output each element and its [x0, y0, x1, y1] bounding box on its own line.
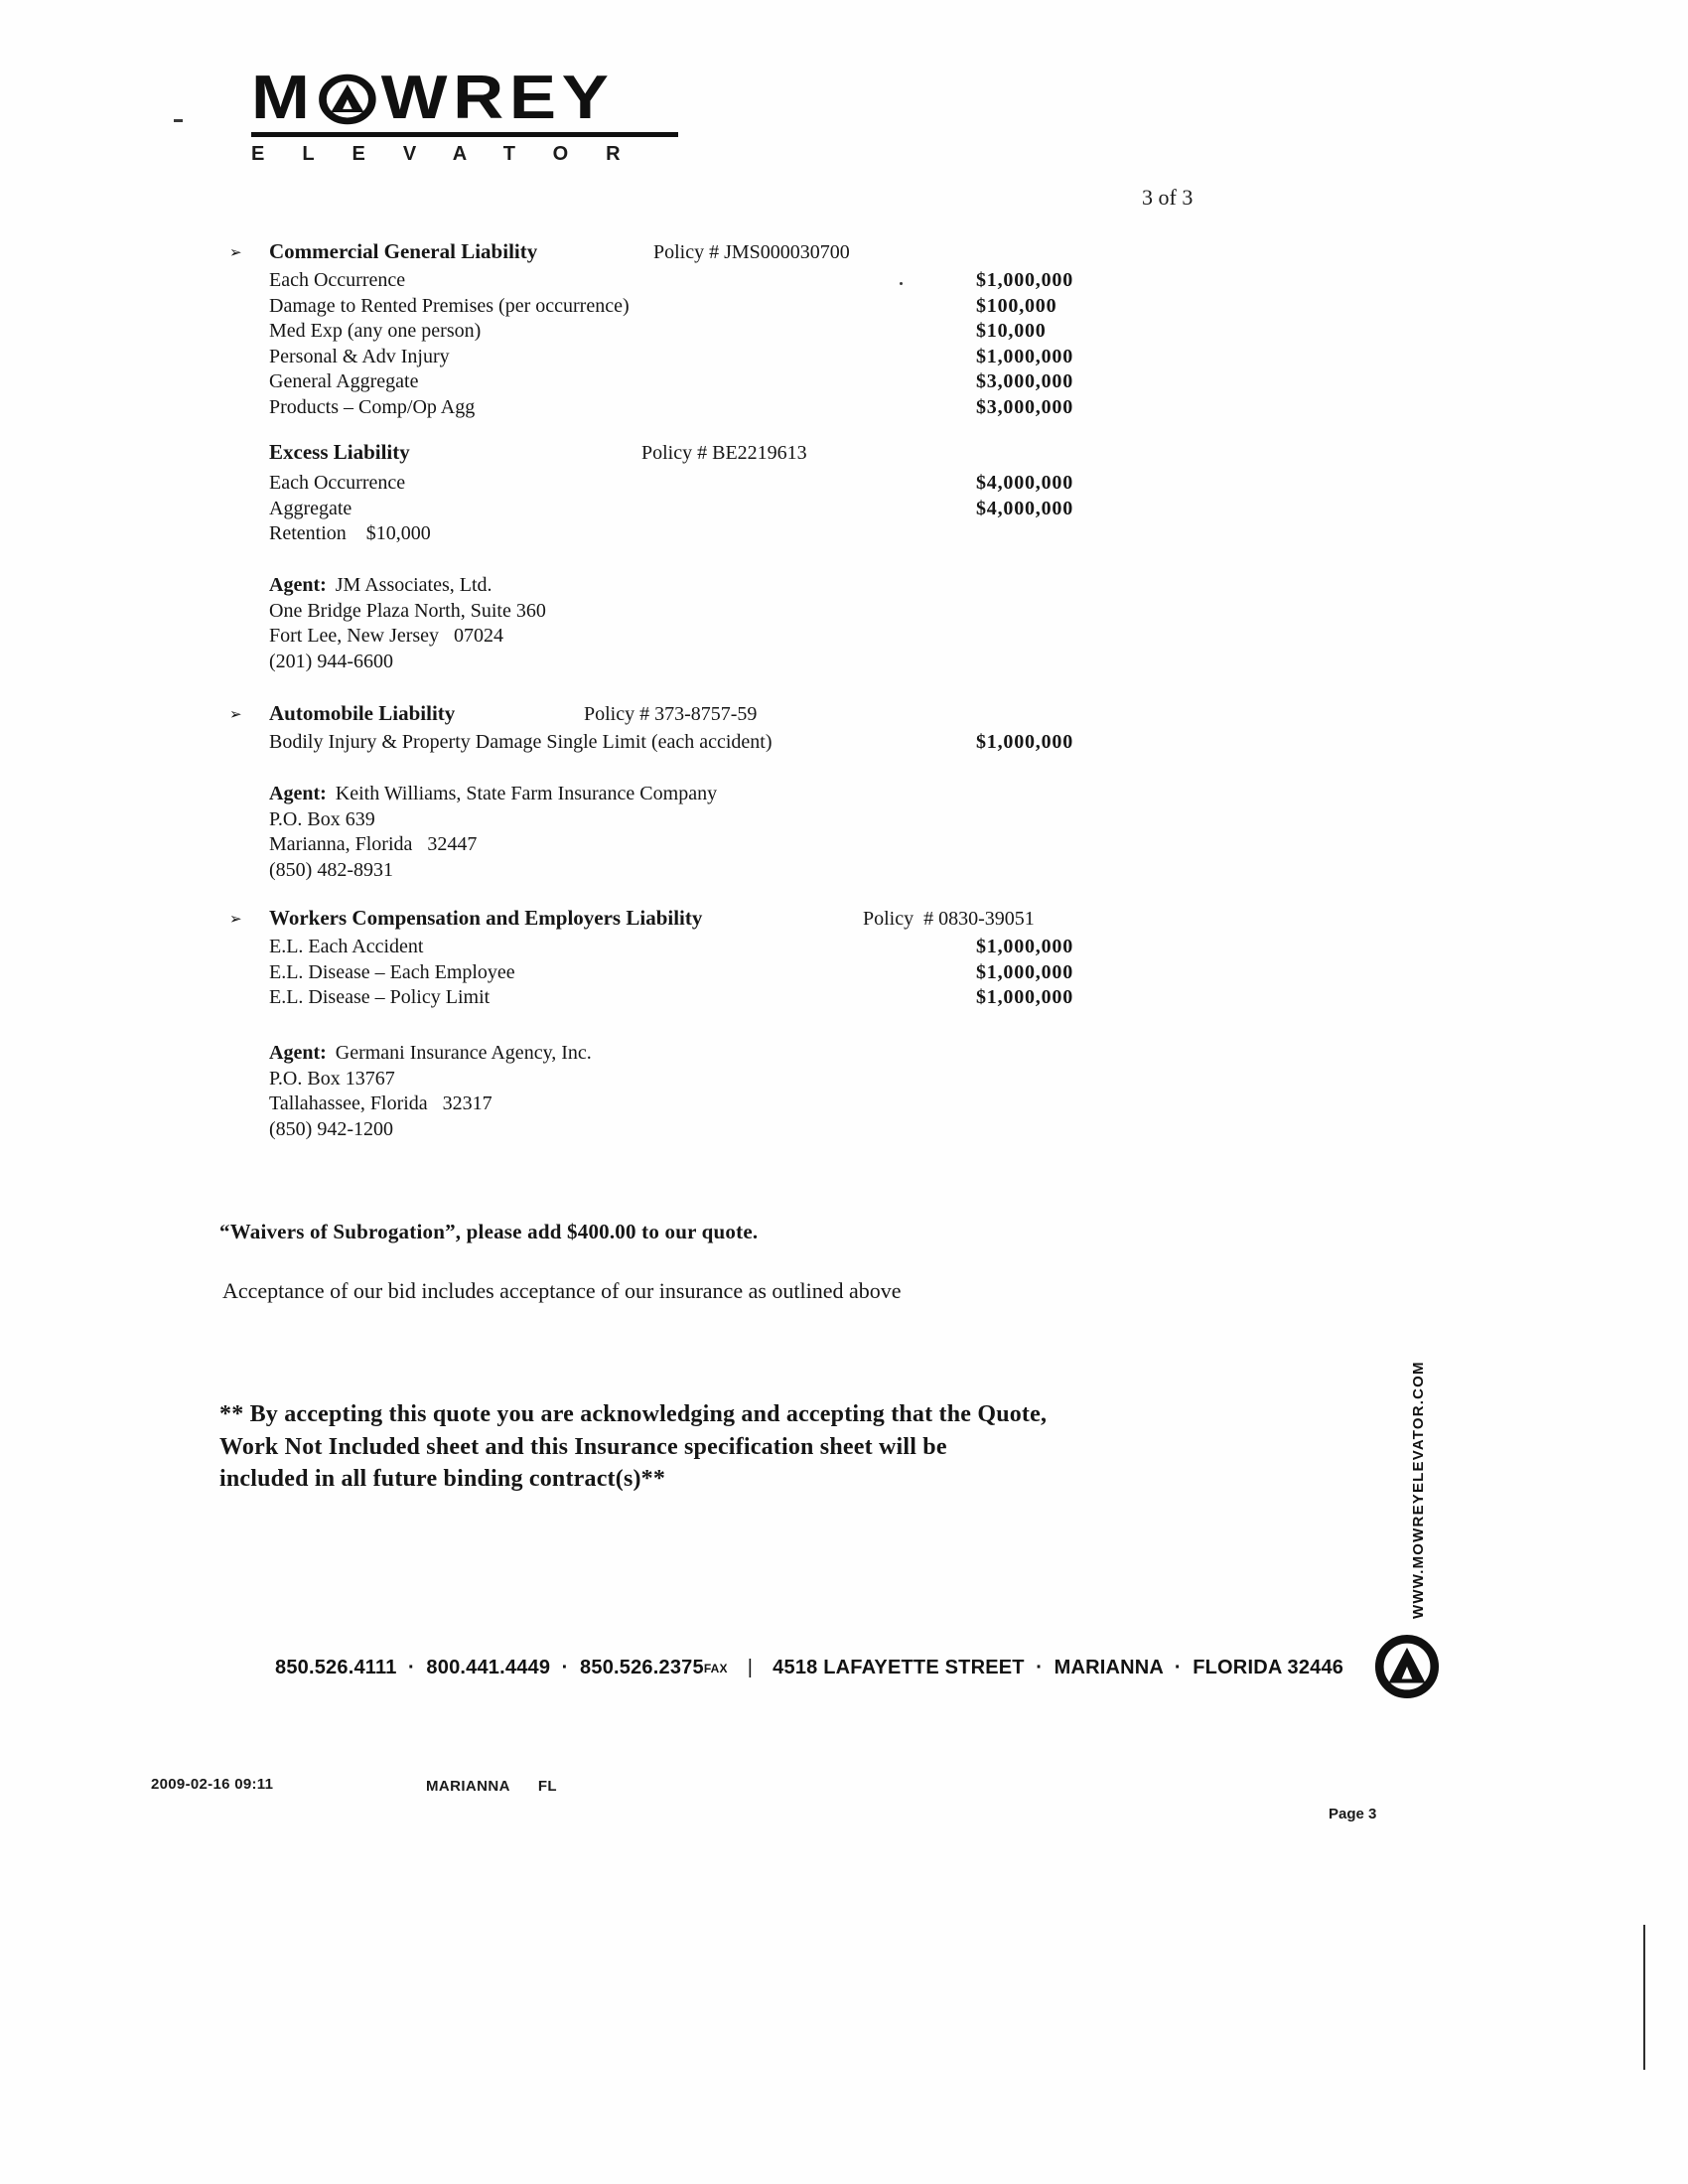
- policy-number: Policy # 373-8757-59: [584, 703, 758, 725]
- coverage-amount: $10,000: [976, 320, 1047, 342]
- coverage-row: [269, 294, 1411, 320]
- waiver-of-subrogation-note: “Waivers of Subrogation”, please add $400.00 to our quote.: [219, 1220, 759, 1243]
- coverage-label: General Aggregate: [269, 370, 419, 392]
- section-excess-liability: [269, 439, 1411, 547]
- agent-name: JM Associates, Ltd.: [335, 574, 492, 596]
- agent-address1: P.O. Box 639: [269, 807, 375, 830]
- agent-name-line: [269, 573, 546, 599]
- coverage-label: E.L. Disease – Each Employee: [269, 960, 515, 983]
- agent-label: Agent:: [269, 1042, 327, 1064]
- website-vertical-text: WWW.MOWREYELEVATOR.COM: [1410, 1361, 1427, 1619]
- agent-name: Keith Williams, State Farm Insurance Company: [335, 783, 718, 804]
- coverage-label: Med Exp (any one person): [269, 320, 482, 342]
- coverage-label: Products – Comp/Op Agg: [269, 395, 476, 418]
- scan-artifact-edge-line: [1643, 1925, 1645, 2070]
- coverage-row: [269, 730, 1411, 756]
- policy-number: Policy # 0830-39051: [863, 908, 1035, 930]
- coverage-row: [269, 960, 1411, 986]
- section-header: [229, 905, 1411, 931]
- coverage-label: Personal & Adv Injury: [269, 345, 450, 367]
- coverage-row: [269, 268, 1411, 294]
- agent-phone: (850) 482-8931: [269, 858, 393, 881]
- coverage-row: [269, 369, 1411, 395]
- coverage-label: Each Occurrence: [269, 269, 406, 291]
- section-title: Workers Compensation and Employers Liability: [269, 906, 703, 930]
- agent-address1: P.O. Box 13767: [269, 1067, 395, 1090]
- section-header: [229, 238, 1411, 264]
- agent-block-workers-compensation: [269, 1041, 592, 1142]
- arrow-bullet-icon: ➢: [229, 912, 242, 928]
- coverage-row: [269, 345, 1411, 370]
- coverage-label: Damage to Rented Premises (per occurrence): [269, 294, 630, 317]
- mowrey-logo: [251, 64, 680, 166]
- coverage-label: Each Occurrence: [269, 472, 406, 494]
- policy-number: Policy # BE2219613: [641, 442, 807, 464]
- agent-label: Agent:: [269, 783, 327, 804]
- coverage-amount: $3,000,000: [976, 395, 1073, 418]
- coverage-amount: $4,000,000: [976, 472, 1073, 494]
- footer-address: 4518 LAFAYETTE STREET · MARIANNA · FLORIDA 32446: [773, 1657, 1344, 1678]
- coverage-amount: $4,000,000: [976, 497, 1073, 519]
- coverage-amount: $1,000,000: [976, 731, 1073, 753]
- logo-text-right: WREY: [380, 64, 615, 132]
- coverage-amount: $1,000,000: [976, 345, 1073, 367]
- coverage-amount: $3,000,000: [976, 370, 1073, 392]
- coverage-row: [269, 319, 1411, 345]
- arrow-bullet-icon: ➢: [229, 707, 242, 723]
- footer-contact-line: [275, 1657, 1343, 1679]
- section-header: [269, 439, 1411, 465]
- agent-block-automobile-liability: [269, 782, 717, 883]
- coverage-rows: [269, 730, 1411, 756]
- coverage-row: [269, 471, 1411, 497]
- arrow-bullet-icon: ➢: [229, 245, 242, 261]
- scan-city: MARIANNA: [426, 1778, 510, 1795]
- binding-contract-note: [219, 1398, 1047, 1496]
- coverage-amount: $100,000: [976, 294, 1057, 317]
- section-commercial-general-liability: [229, 238, 1411, 420]
- coverage-label: E.L. Disease – Policy Limit: [269, 986, 491, 1008]
- scan-state: FL: [537, 1778, 557, 1795]
- coverage-row: [269, 395, 1411, 421]
- coverage-row: [269, 935, 1411, 960]
- coverage-amount: $1,000,000: [976, 986, 1073, 1008]
- logo-wordmark: [251, 64, 740, 132]
- coverage-rows: [269, 935, 1411, 1011]
- scan-artifact-dot: [900, 282, 903, 285]
- agent-phone: (850) 942-1200: [269, 1117, 393, 1140]
- coverage-row: [269, 985, 1411, 1011]
- section-title: Commercial General Liability: [269, 239, 538, 263]
- coverage-row: [269, 497, 1411, 522]
- logo-subtitle: ELEVATOR: [251, 143, 658, 165]
- agent-phone: (201) 944-6600: [269, 650, 393, 672]
- footer-circle-a-logo-icon: [1374, 1634, 1440, 1699]
- section-title: Automobile Liability: [269, 701, 456, 725]
- footer-phones: 850.526.4111 · 800.441.4449 · 850.526.2375: [275, 1657, 704, 1678]
- agent-address2: Marianna, Florida 32447: [269, 833, 478, 856]
- agent-address1: One Bridge Plaza North, Suite 360: [269, 599, 546, 622]
- section-workers-compensation: [229, 905, 1411, 1011]
- page-number-label: Page 3: [1329, 1806, 1377, 1822]
- scan-location: [426, 1778, 557, 1795]
- binding-note-line: included in all future binding contract(s)**: [219, 1466, 666, 1492]
- logo-text-left: M: [251, 64, 316, 132]
- fax-label: FAX: [703, 1662, 728, 1675]
- coverage-label: Aggregate: [269, 497, 352, 519]
- scan-timestamp: 2009-02-16 09:11: [151, 1776, 274, 1793]
- page-indicator: 3 of 3: [1142, 185, 1194, 210]
- agent-address2: Fort Lee, New Jersey 07024: [269, 625, 504, 648]
- agent-name-line: [269, 782, 717, 807]
- mowrey-circle-a-icon: [318, 73, 376, 125]
- section-title: Excess Liability: [269, 440, 410, 464]
- coverage-amount: $1,000,000: [976, 936, 1073, 957]
- agent-label: Agent:: [269, 574, 327, 596]
- coverage-rows: [269, 268, 1411, 420]
- footer-divider: |: [747, 1657, 754, 1678]
- logo-underline: [251, 132, 678, 137]
- coverage-label: E.L. Each Accident: [269, 936, 424, 957]
- coverage-row: [269, 521, 1411, 547]
- coverage-label: Retention $10,000: [269, 522, 431, 544]
- policy-number: Policy # JMS000030700: [653, 241, 850, 263]
- agent-name-line: [269, 1041, 592, 1067]
- section-header: [229, 700, 1411, 726]
- coverage-amount: $1,000,000: [976, 269, 1073, 291]
- scan-artifact-dash: [174, 119, 183, 122]
- coverage-label: Bodily Injury & Property Damage Single Limit (each accident): [269, 731, 773, 753]
- binding-note-line: ** By accepting this quote you are acknowledging and accepting that the Quote,: [219, 1401, 1048, 1427]
- acceptance-note: Acceptance of our bid includes acceptance of our insurance as outlined above: [222, 1278, 902, 1303]
- coverage-amount: $1,000,000: [976, 960, 1073, 983]
- agent-name: Germani Insurance Agency, Inc.: [335, 1042, 592, 1064]
- agent-address2: Tallahassee, Florida 32317: [269, 1092, 492, 1115]
- agent-block-excess-liability: [269, 573, 546, 674]
- coverage-rows: [269, 471, 1411, 547]
- binding-note-line: Work Not Included sheet and this Insurance specification sheet will be: [219, 1433, 947, 1460]
- section-automobile-liability: [229, 700, 1411, 756]
